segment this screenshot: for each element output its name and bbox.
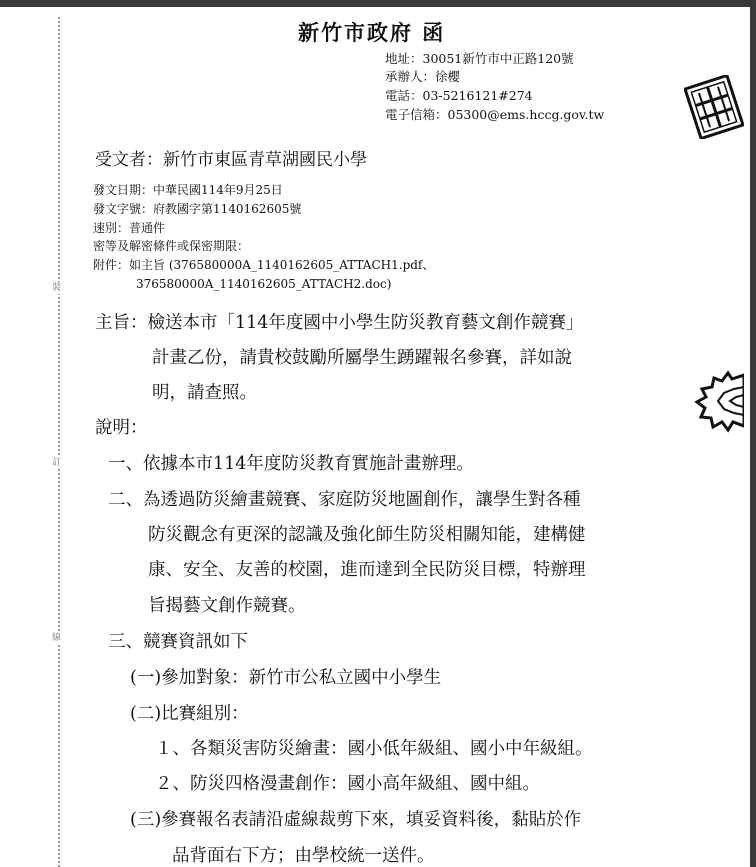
sender-address: 地址：30051新竹市中正路120號: [385, 51, 574, 66]
subject-line-3: 明，請查照。: [152, 383, 257, 403]
explanation-item-2-line-2: 防災觀念有更深的認識及強化師生防災相關知能，建構健: [148, 525, 586, 545]
binding-mark-xian: 線: [52, 633, 62, 643]
binding-dotted-line: [58, 17, 60, 867]
subject-line-1: 主旨：檢送本市「114年度國中小學生防災教育藝文創作競賽」: [95, 313, 584, 333]
attachment-line-2: 376580000A_1140162605_ATTACH2.doc): [136, 277, 392, 291]
explanation-item-2-line-1: 二、為透過防災繪畫競賽、家庭防災地圖創作，讓學生對各種: [108, 490, 581, 510]
explanation-item-2-line-3: 康、安全、友善的校園，進而達到全民防災目標，特辦理: [148, 560, 586, 580]
issue-date: 發文日期：中華民國114年9月25日: [93, 183, 283, 197]
explanation-item-2-line-4: 旨揭藝文創作競賽。: [148, 596, 306, 616]
window-top-border: [0, 0, 756, 7]
window-right-border: [750, 0, 756, 867]
sender-phone: 電話：03-5216121#274: [385, 88, 533, 103]
binding-mark-zhuang: 裝: [52, 283, 62, 293]
delivery-speed: 速別：普通件: [93, 221, 166, 235]
binding-mark-ding: 訂: [52, 458, 62, 468]
contest-group-comic: ２、防災四格漫畫創作：國小高年級組、國中組。: [155, 774, 540, 794]
recipient: 受文者：新竹市東區青草湖國民小學: [95, 150, 367, 170]
explanation-item-3: 三、競賽資訊如下: [108, 632, 248, 652]
document-title: 新竹市政府 函: [298, 20, 446, 45]
registration-note-line-1: (三)參賽報名表請沿虛線裁剪下來，填妥資料後，黏貼於作: [130, 810, 582, 830]
document-number: 發文字號：府教國字第1140162605號: [93, 202, 302, 216]
subject-line-2: 計畫乙份，請貴校鼓勵所屬學生踴躍報名參賽，詳如說: [152, 348, 572, 368]
sender-email: 電子信箱：05300@ems.hccg.gov.tw: [385, 107, 605, 122]
seal-edge-icon: [694, 369, 744, 433]
exchange-stamp-icon: [684, 75, 744, 139]
contest-groups: (二)比賽組別：: [130, 704, 249, 724]
contest-participants: (一)參加對象：新竹市公私立國中小學生: [130, 668, 442, 688]
registration-note-line-2: 品背面右下方；由學校統一送件。: [172, 846, 435, 866]
attachment-line-1: 附件：如主旨 (376580000A_1140162605_ATTACH1.pdf、: [93, 258, 435, 272]
document-page: [0, 7, 750, 867]
contest-group-painting: １、各類災害防災繪畫：國小低年級組、國小中年級組。: [155, 739, 593, 759]
explanation-label: 說明：: [95, 418, 148, 438]
sender-contact: 承辦人：徐櫻: [385, 69, 461, 84]
secrecy-level: 密等及解密條件或保密期限：: [93, 239, 250, 253]
explanation-item-1: 一、依據本市114年度防災教育實施計畫辦理。: [108, 454, 474, 474]
